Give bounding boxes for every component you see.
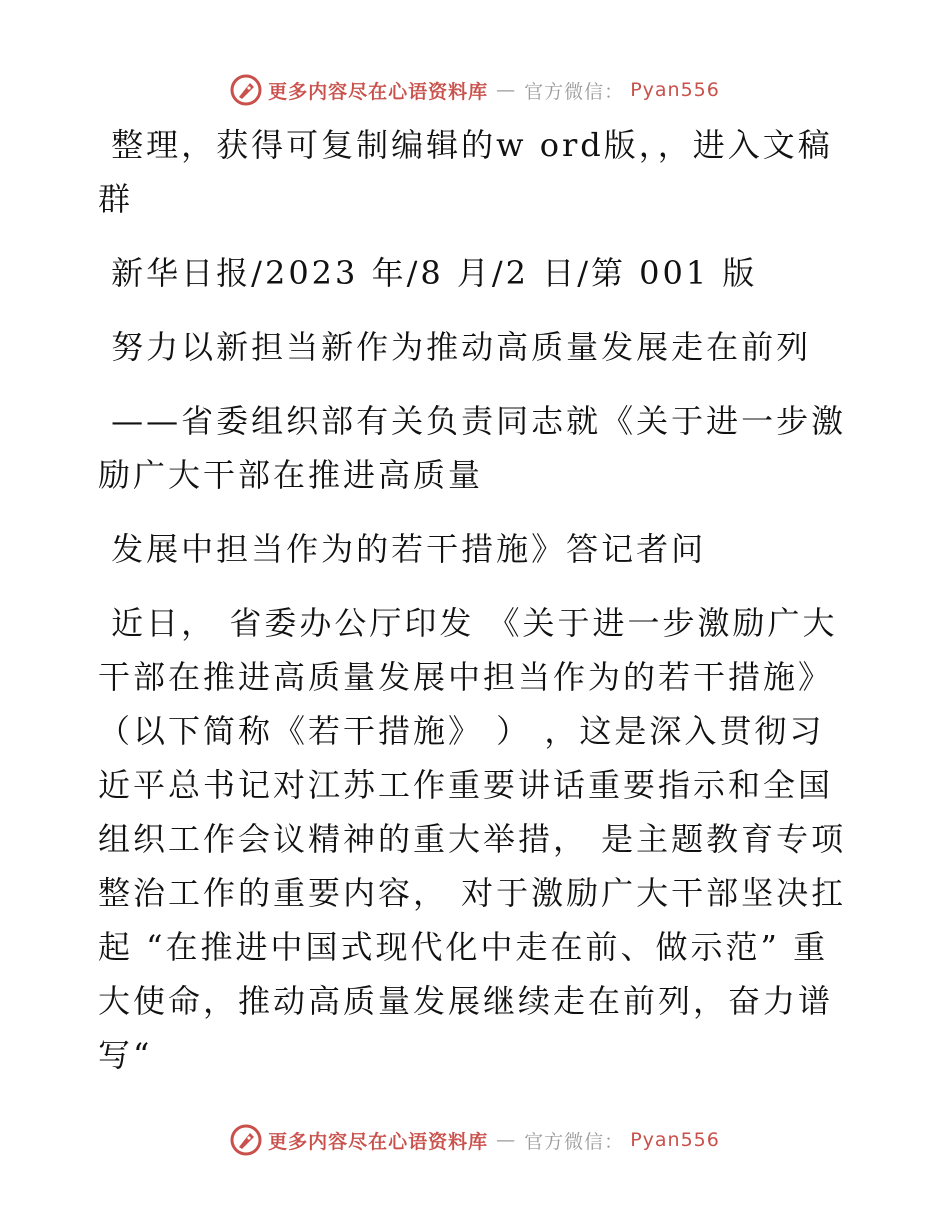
watermark-label: 官方微信： bbox=[524, 1130, 625, 1153]
watermark-wechat-id: Pyan556 bbox=[630, 79, 720, 101]
header-watermark bbox=[0, 70, 950, 110]
article-subtitle-line-1: ——省委组织部有关负责同志就《关于进一步激励广大干部在推进高质量 bbox=[98, 402, 847, 494]
document-body bbox=[98, 118, 850, 1082]
watermark-brand-text: 更多内容尽在心语资料库 bbox=[268, 1130, 489, 1153]
article-body-paragraph: 近日， 省委办公厅印发 《关于进一步激励广大干部在推进高质量发展中担当作为的若干措施》（以下简称《若干措施》 ） ，这是深入贯彻习近平总书记对江苏工作重要讲话重要指示和全国组织工作会议精神的重大举措， 是主题教育专项整治工作的重要内容， 对于激励广大干部坚决扛起 “在推进中国式现代化中走在前、做示范” 重大使命，推动高质量发展继续走在前列，奋力谱写“ bbox=[98, 604, 847, 1074]
watermark-dash: — bbox=[496, 1129, 517, 1151]
watermark-brand-text: 更多内容尽在心语资料库 bbox=[268, 80, 489, 103]
pen-nib-logo-icon bbox=[230, 74, 262, 106]
paragraph-source-line: 新华日报/2023 年/8 月/2 日/第 001 版 bbox=[98, 254, 758, 292]
watermark-wechat-id: Pyan556 bbox=[630, 1129, 720, 1151]
paragraph-intro-note: 整理，获得可复制编辑的w ord版，，进入文稿群 bbox=[98, 126, 833, 218]
watermark-dash: — bbox=[496, 79, 517, 101]
article-title: 努力以新担当新作为推动高质量发展走在前列 bbox=[98, 328, 812, 366]
article-subtitle-line-2: 发展中担当作为的若干措施》答记者问 bbox=[98, 530, 707, 568]
watermark-label: 官方微信： bbox=[524, 80, 625, 103]
footer-watermark bbox=[0, 1120, 950, 1160]
pen-nib-logo-icon bbox=[230, 1124, 262, 1156]
